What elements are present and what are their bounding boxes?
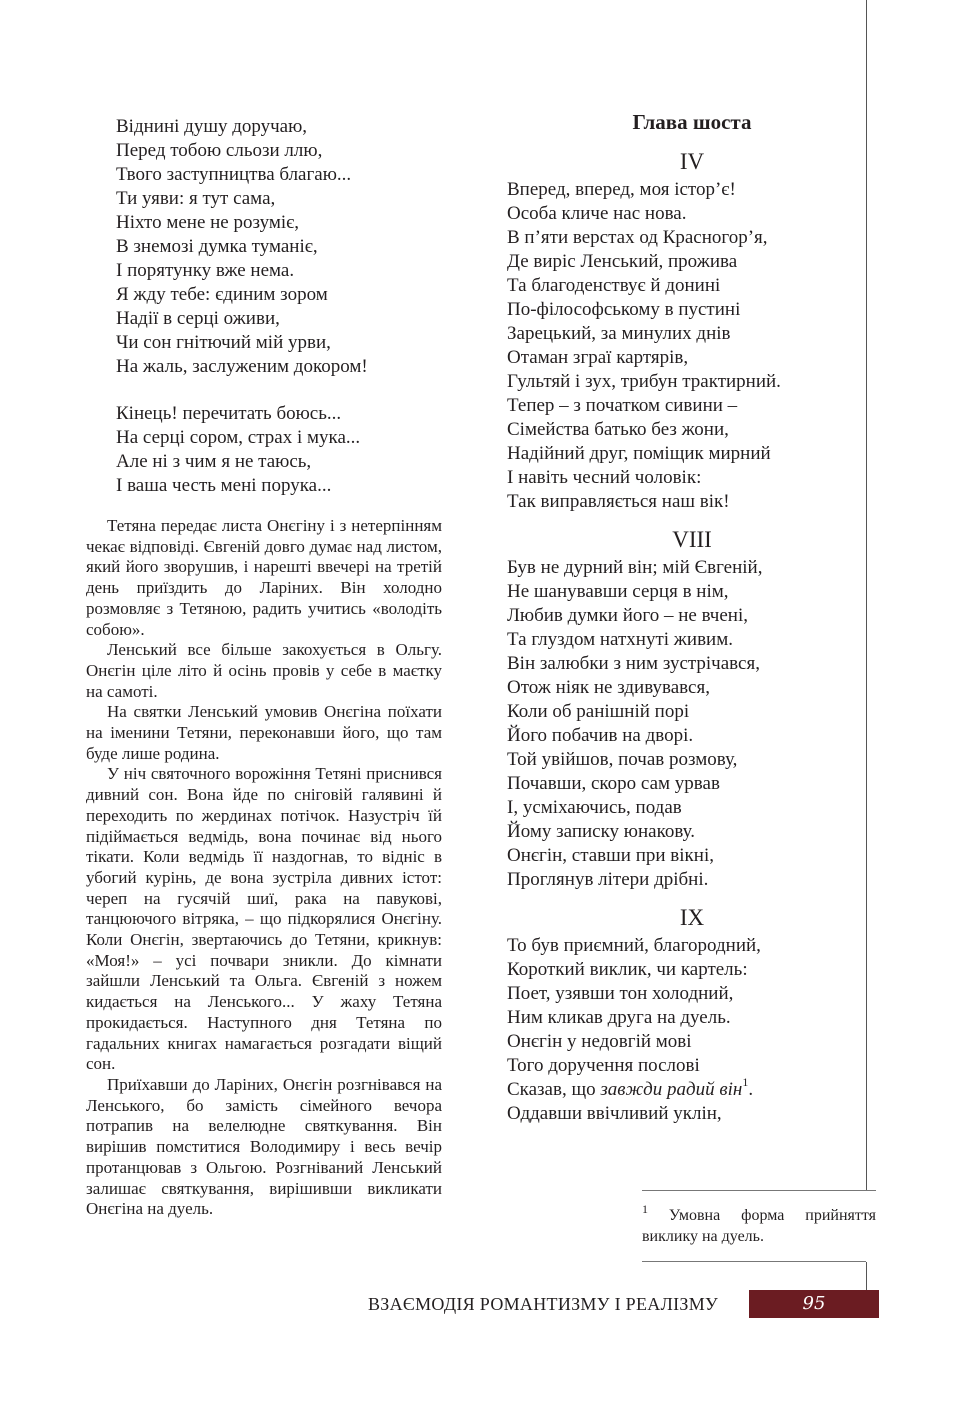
quote-suffix: . <box>748 1079 754 1100</box>
verse-line: Тепер – з початком сивини – <box>507 395 738 416</box>
verse-line: Отаман зграї картярів, <box>507 347 689 368</box>
verse-ix <box>507 934 852 1126</box>
poem-stanza-1 <box>116 115 368 379</box>
verse-line: І порятунку вже нема. <box>116 260 295 281</box>
verse-line: Йому записку юнакову. <box>507 821 696 842</box>
verse-line: Не шанувавши серця в нім, <box>507 581 729 602</box>
verse-iv <box>507 178 852 514</box>
running-title: ВЗАЄМОДІЯ РОМАНТИЗМУ І РЕАЛІЗМУ <box>368 1294 719 1314</box>
footnote-divider-bottom <box>642 1261 866 1262</box>
verse-line: Того доручення послові <box>507 1055 700 1076</box>
footnote-text: Умовна форма прийняття виклику на дуель. <box>642 1207 877 1245</box>
verse-line: Та глуздом натхнуті живим. <box>507 629 733 650</box>
verse-line: В п’яти верстах од Красногор’я, <box>507 227 768 248</box>
verse-line: Його побачив на дворі. <box>507 725 694 746</box>
verse-line: Любив думки його – не вчені, <box>507 605 748 626</box>
section-numeral-iv: IV <box>679 149 705 174</box>
chapter-title: Глава шоста <box>632 110 752 134</box>
verse-line: Особа кличе нас нова. <box>507 203 687 224</box>
quote-prefix: Сказав, що <box>507 1079 601 1100</box>
summary-paragraph: Тетяна передає листа Онєгіну і з нетерпінням чекає відповіді. Євгеній довго думає над листом, який його зворушив, і нарешті ввечері на третій день приїздить до Ларіних. Він холодно розмовляє з Тетяною, радить учитись «володіть собою». <box>86 516 442 639</box>
quote-italic: завжди радий він <box>600 1079 743 1100</box>
verse-line: Коли об ранішній порі <box>507 701 690 722</box>
verse-line: Проглянув літери дрібні. <box>507 869 709 890</box>
verse-line: Сімейства батько без жони, <box>507 419 729 440</box>
verse-line: Поет, узявши тон холодний, <box>507 983 734 1004</box>
poem-stanza-2 <box>116 402 360 498</box>
verse-line: Твого заступництва благаю... <box>116 164 352 185</box>
verse-line: Чи сон гнітючий мій урви, <box>116 332 331 353</box>
verse-line: Та благоденствує й донині <box>507 275 721 296</box>
footnote <box>642 1202 877 1247</box>
verse-ix-lines-before <box>507 934 852 1078</box>
verse-line: Зарецький, за минулих днів <box>507 323 731 344</box>
verse-line: Я жду тебе: єдиним зором <box>116 284 328 305</box>
verse-line: Перед тобою сльози ллю, <box>116 140 323 161</box>
margin-rule-top <box>866 0 867 1190</box>
verse-line: На жаль, заслуженим докором! <box>116 356 368 377</box>
section-numeral-ix: IX <box>679 905 705 930</box>
verse-line: Він залюбки з ним зустрічався, <box>507 653 760 674</box>
verse-line: То був приємний, благородний, <box>507 935 761 956</box>
verse-line: Той увійшов, почав розмову, <box>507 749 738 770</box>
verse-line: І, усміхаючись, подав <box>507 797 682 818</box>
verse-line: По-філософському в пустині <box>507 299 741 320</box>
verse-line: Оддавши ввічливий уклін, <box>507 1103 722 1124</box>
summary-paragraph: У ніч святочного ворожіння Тетяні приснився дивний сон. Вона йде по сніговій галявині й переходить по жердинах потічок. Назустріч їй підіймається ведмідь, вона починає від нього тікати. Коли ведмідь її наздогнав, то відніс в убогий курінь, де вона зустріла дивних істот: череп на гусячій шиї, рака на павукові, танцюючого вітряка, – що підкорялися Онєгіну. Коли Онєгін, звертаючись до Тетяни, крикнув: «Моя!» – усі почвари зникли. До кімнати зайшли Ленський та Ольга. Євгеній з ножем кидається на Ленського... У жаху Тетяна прокидається. Наступного дня Тетяна по гадальних книгах намагається розгадати віщий сон. <box>86 764 442 1074</box>
verse-line: Надійний друг, поміщик мирний <box>507 443 771 464</box>
verse-line: Ніхто мене не розуміє, <box>116 212 300 233</box>
summary-paragraph: Ленський все більше закохується в Ольгу. Онєгін ціле літо й осінь провів у себе в маєтку на самоті. <box>86 640 442 701</box>
summary-text <box>86 516 442 1220</box>
verse-line: І ваша честь мені порука... <box>116 475 332 496</box>
verse-line: Так виправляється наш вік! <box>507 491 730 512</box>
verse-line: Де виріс Ленський, прожива <box>507 251 738 272</box>
verse-line-quote <box>507 1075 852 1102</box>
verse-ix-lines-after <box>507 1102 852 1126</box>
verse-line: Але ні з чим я не таюсь, <box>116 451 312 472</box>
verse-viii <box>507 556 852 892</box>
footnote-ref[interactable]: 1 <box>742 1075 749 1089</box>
margin-rule-bottom <box>866 1262 867 1292</box>
summary-paragraph: На святки Ленський умовив Онєгіна поїхати на іменини Тетяни, переконавши його, що там буде лише родина. <box>86 702 442 763</box>
verse-line: Був не дурний він; мій Євгеній, <box>507 557 763 578</box>
verse-line: На серці сором, страх і мука... <box>116 427 361 448</box>
footnote-mark: 1 <box>642 1202 648 1216</box>
verse-line: Віднині душу доручаю, <box>116 116 308 137</box>
verse-line: Ти уяви: я тут сама, <box>116 188 276 209</box>
page-number: 95 <box>749 1290 879 1318</box>
verse-line: Онєгін, ставши при вікні, <box>507 845 714 866</box>
verse-line: В знемозі думка туманіє, <box>116 236 318 257</box>
verse-line: Короткий виклик, чи картель: <box>507 959 748 980</box>
verse-line: Надії в серці оживи, <box>116 308 280 329</box>
verse-line: Отож ніяк не здивувався, <box>507 677 710 698</box>
verse-line: Почавши, скоро сам урвав <box>507 773 720 794</box>
section-numeral-viii: VIII <box>672 527 712 552</box>
chapter-column <box>507 108 852 1138</box>
verse-line: Вперед, вперед, моя істор’є! <box>507 179 736 200</box>
verse-line: Онєгін у недовгій мові <box>507 1031 692 1052</box>
verse-line: Кінець! перечитать боюсь... <box>116 403 342 424</box>
footnote-divider <box>642 1190 876 1191</box>
verse-line: Гультяй і зух, трибун трактирний. <box>507 371 781 392</box>
verse-line: І навіть чесний чоловік: <box>507 467 702 488</box>
summary-paragraph: Приїхавши до Ларіних, Онєгін розгнівався на Ленського, бо замість сімейного вечора потрапив на велелюдне святкування. Він вирішив помститися Володимиру і весь вечір протанцював з Ольгою. Розгніваний Ленський залишає святкування, вирішивши викликати Онєгіна на дуель. <box>86 1074 442 1219</box>
verse-line: Ним кликав друга на дуель. <box>507 1007 731 1028</box>
